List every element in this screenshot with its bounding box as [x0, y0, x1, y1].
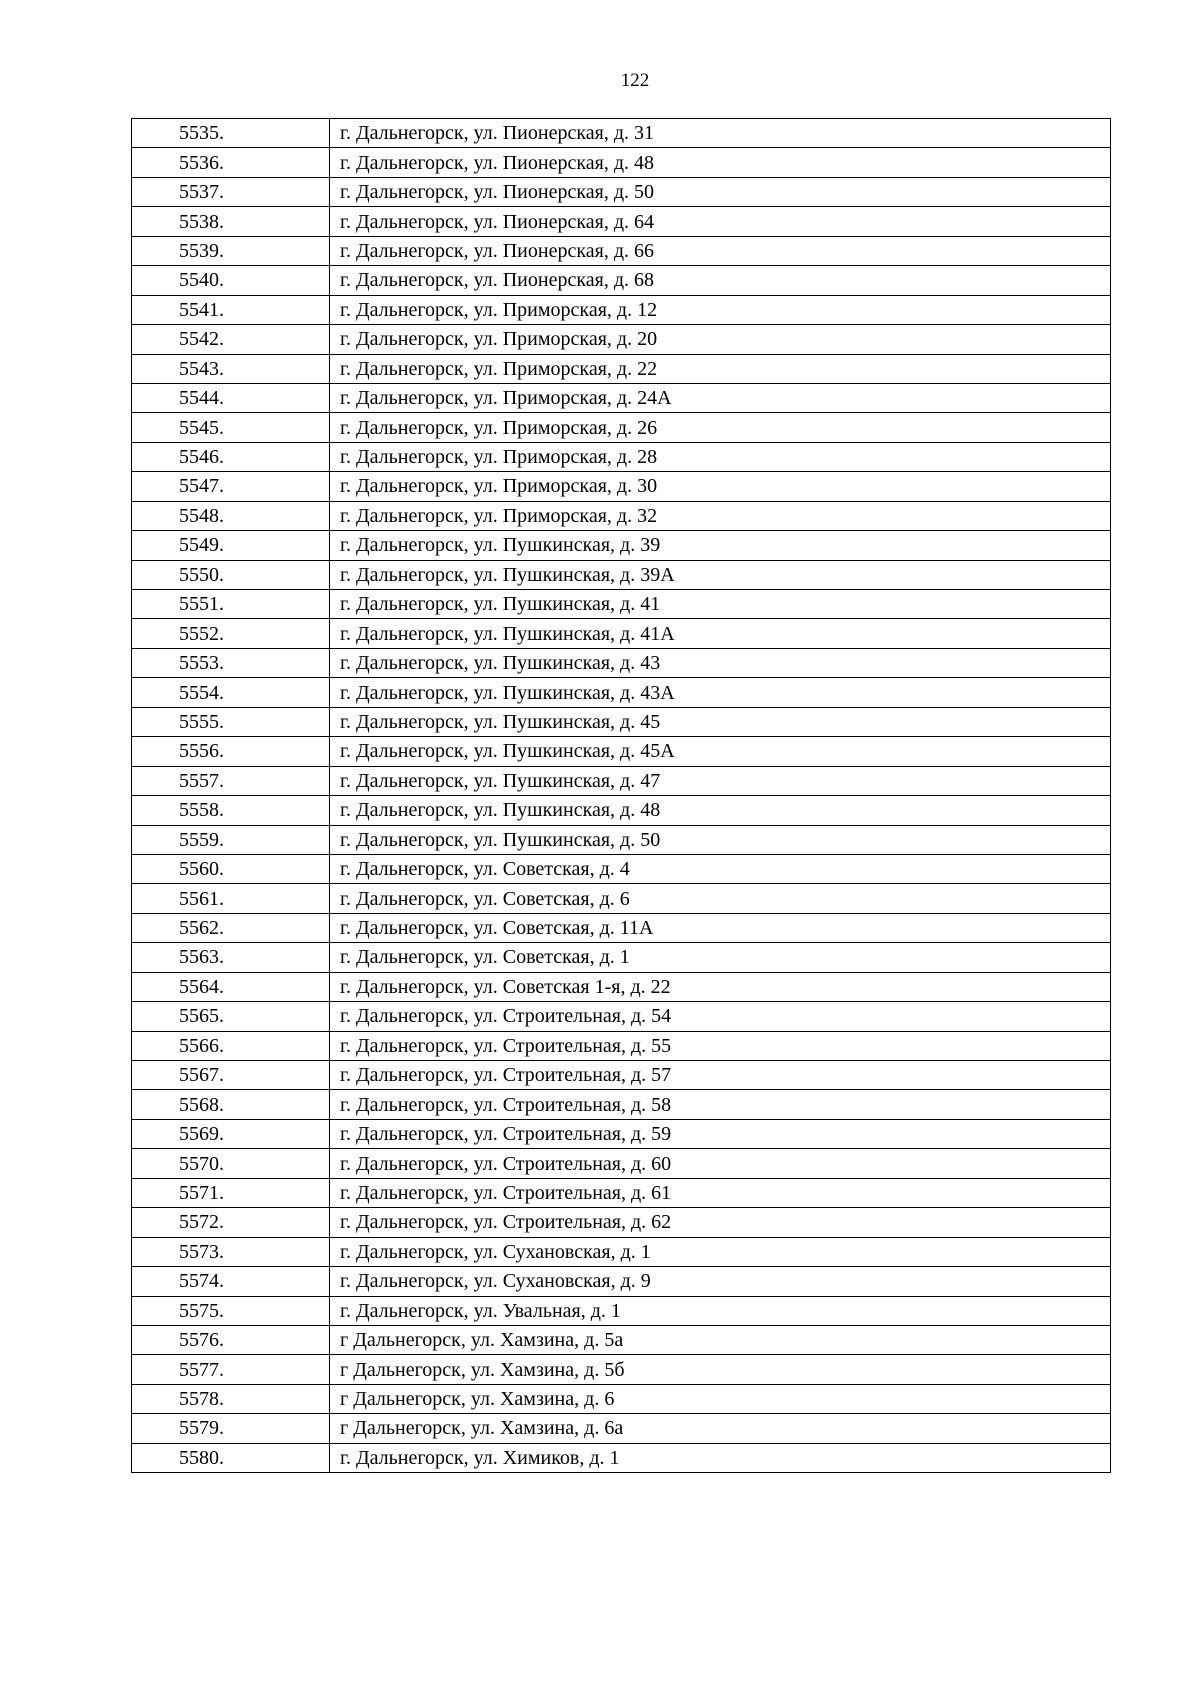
table-row — [132, 1414, 1111, 1443]
address-table-body — [132, 119, 1111, 1473]
table-row — [132, 1002, 1111, 1031]
table-row — [132, 325, 1111, 354]
table-row — [132, 207, 1111, 236]
row-address: г. Дальнегорск, ул. Сухановская, д. 9 — [330, 1267, 1111, 1296]
table-row — [132, 295, 1111, 324]
row-number: 5553. — [132, 648, 330, 677]
row-number: 5554. — [132, 678, 330, 707]
table-row — [132, 1178, 1111, 1207]
row-address: г. Дальнегорск, ул. Строительная, д. 60 — [330, 1149, 1111, 1178]
row-number: 5576. — [132, 1325, 330, 1354]
row-address: г. Дальнегорск, ул. Химиков, д. 1 — [330, 1443, 1111, 1472]
table-row — [132, 442, 1111, 471]
row-number: 5567. — [132, 1061, 330, 1090]
row-number: 5577. — [132, 1355, 330, 1384]
row-number: 5542. — [132, 325, 330, 354]
table-row — [132, 619, 1111, 648]
row-address: г. Дальнегорск, ул. Пушкинская, д. 45 — [330, 707, 1111, 736]
row-number: 5563. — [132, 943, 330, 972]
row-address: г. Дальнегорск, ул. Пушкинская, д. 41 — [330, 590, 1111, 619]
table-row — [132, 119, 1111, 148]
row-address: г. Дальнегорск, ул. Строительная, д. 54 — [330, 1002, 1111, 1031]
table-row — [132, 501, 1111, 530]
row-number: 5574. — [132, 1267, 330, 1296]
row-address: г. Дальнегорск, ул. Пионерская, д. 64 — [330, 207, 1111, 236]
row-address: г. Дальнегорск, ул. Приморская, д. 28 — [330, 442, 1111, 471]
row-address: г. Дальнегорск, ул. Пушкинская, д. 50 — [330, 825, 1111, 854]
row-number: 5544. — [132, 383, 330, 412]
row-number: 5548. — [132, 501, 330, 530]
row-number: 5573. — [132, 1237, 330, 1266]
row-number: 5569. — [132, 1119, 330, 1148]
row-number: 5560. — [132, 854, 330, 883]
row-address: г. Дальнегорск, ул. Строительная, д. 61 — [330, 1178, 1111, 1207]
row-address: г. Дальнегорск, ул. Пушкинская, д. 45А — [330, 737, 1111, 766]
table-row — [132, 1267, 1111, 1296]
row-address: г. Дальнегорск, ул. Пушкинская, д. 43А — [330, 678, 1111, 707]
row-address: г Дальнегорск, ул. Хамзина, д. 5б — [330, 1355, 1111, 1384]
row-number: 5546. — [132, 442, 330, 471]
table-row — [132, 1031, 1111, 1060]
row-address: г. Дальнегорск, ул. Пушкинская, д. 39 — [330, 531, 1111, 560]
table-row — [132, 1208, 1111, 1237]
row-address: г. Дальнегорск, ул. Пионерская, д. 68 — [330, 266, 1111, 295]
table-row — [132, 884, 1111, 913]
table-row — [132, 1237, 1111, 1266]
table-row — [132, 1325, 1111, 1354]
table-row — [132, 148, 1111, 177]
row-number: 5551. — [132, 590, 330, 619]
row-number: 5568. — [132, 1090, 330, 1119]
row-number: 5564. — [132, 972, 330, 1001]
table-row — [132, 972, 1111, 1001]
row-address: г. Дальнегорск, ул. Пионерская, д. 48 — [330, 148, 1111, 177]
row-address: г. Дальнегорск, ул. Пионерская, д. 66 — [330, 236, 1111, 265]
row-number: 5561. — [132, 884, 330, 913]
row-address: г. Дальнегорск, ул. Приморская, д. 20 — [330, 325, 1111, 354]
row-number: 5539. — [132, 236, 330, 265]
row-number: 5540. — [132, 266, 330, 295]
row-number: 5535. — [132, 119, 330, 148]
row-number: 5579. — [132, 1414, 330, 1443]
row-address: г. Дальнегорск, ул. Советская, д. 6 — [330, 884, 1111, 913]
row-number: 5565. — [132, 1002, 330, 1031]
row-address: г. Дальнегорск, ул. Пушкинская, д. 43 — [330, 648, 1111, 677]
row-number: 5556. — [132, 737, 330, 766]
row-number: 5570. — [132, 1149, 330, 1178]
row-address: г. Дальнегорск, ул. Пушкинская, д. 47 — [330, 766, 1111, 795]
row-address: г. Дальнегорск, ул. Пионерская, д. 50 — [330, 177, 1111, 206]
row-address: г. Дальнегорск, ул. Приморская, д. 32 — [330, 501, 1111, 530]
row-address: г. Дальнегорск, ул. Строительная, д. 62 — [330, 1208, 1111, 1237]
table-row — [132, 383, 1111, 412]
row-address: г Дальнегорск, ул. Хамзина, д. 5а — [330, 1325, 1111, 1354]
row-number: 5558. — [132, 796, 330, 825]
row-address: г. Дальнегорск, ул. Пушкинская, д. 48 — [330, 796, 1111, 825]
row-address: г Дальнегорск, ул. Хамзина, д. 6а — [330, 1414, 1111, 1443]
row-address: г Дальнегорск, ул. Хамзина, д. 6 — [330, 1384, 1111, 1413]
row-number: 5536. — [132, 148, 330, 177]
row-number: 5578. — [132, 1384, 330, 1413]
table-row — [132, 1090, 1111, 1119]
table-row — [132, 1296, 1111, 1325]
row-address: г. Дальнегорск, ул. Пушкинская, д. 41А — [330, 619, 1111, 648]
table-row — [132, 913, 1111, 942]
row-address: г. Дальнегорск, ул. Строительная, д. 55 — [330, 1031, 1111, 1060]
table-row — [132, 531, 1111, 560]
row-number: 5550. — [132, 560, 330, 589]
row-address: г. Дальнегорск, ул. Пушкинская, д. 39А — [330, 560, 1111, 589]
row-address: г. Дальнегорск, ул. Приморская, д. 24А — [330, 383, 1111, 412]
row-address: г. Дальнегорск, ул. Советская, д. 4 — [330, 854, 1111, 883]
table-row — [132, 413, 1111, 442]
row-number: 5537. — [132, 177, 330, 206]
table-row — [132, 472, 1111, 501]
table-row — [132, 1355, 1111, 1384]
table-row — [132, 766, 1111, 795]
row-address: г. Дальнегорск, ул. Увальная, д. 1 — [330, 1296, 1111, 1325]
row-address: г. Дальнегорск, ул. Советская, д. 11А — [330, 913, 1111, 942]
row-number: 5545. — [132, 413, 330, 442]
row-number: 5552. — [132, 619, 330, 648]
table-row — [132, 590, 1111, 619]
row-number: 5562. — [132, 913, 330, 942]
table-row — [132, 1443, 1111, 1472]
row-number: 5547. — [132, 472, 330, 501]
row-address: г. Дальнегорск, ул. Приморская, д. 12 — [330, 295, 1111, 324]
table-row — [132, 236, 1111, 265]
table-row — [132, 678, 1111, 707]
row-address: г. Дальнегорск, ул. Приморская, д. 22 — [330, 354, 1111, 383]
row-number: 5580. — [132, 1443, 330, 1472]
row-number: 5543. — [132, 354, 330, 383]
table-row — [132, 266, 1111, 295]
row-address: г. Дальнегорск, ул. Строительная, д. 58 — [330, 1090, 1111, 1119]
table-row — [132, 1384, 1111, 1413]
row-number: 5557. — [132, 766, 330, 795]
address-table — [131, 118, 1111, 1473]
table-row — [132, 354, 1111, 383]
row-number: 5549. — [132, 531, 330, 560]
table-row — [132, 1149, 1111, 1178]
table-row — [132, 737, 1111, 766]
row-address: г. Дальнегорск, ул. Строительная, д. 59 — [330, 1119, 1111, 1148]
row-number: 5559. — [132, 825, 330, 854]
row-number: 5571. — [132, 1178, 330, 1207]
table-row — [132, 796, 1111, 825]
table-row — [132, 560, 1111, 589]
row-number: 5555. — [132, 707, 330, 736]
table-row — [132, 1119, 1111, 1148]
table-row — [132, 825, 1111, 854]
row-address: г. Дальнегорск, ул. Приморская, д. 26 — [330, 413, 1111, 442]
row-number: 5566. — [132, 1031, 330, 1060]
row-address: г. Дальнегорск, ул. Советская, д. 1 — [330, 943, 1111, 972]
table-row — [132, 854, 1111, 883]
row-address: г. Дальнегорск, ул. Сухановская, д. 1 — [330, 1237, 1111, 1266]
row-address: г. Дальнегорск, ул. Приморская, д. 30 — [330, 472, 1111, 501]
row-address: г. Дальнегорск, ул. Пионерская, д. 31 — [330, 119, 1111, 148]
table-row — [132, 707, 1111, 736]
table-row — [132, 943, 1111, 972]
row-number: 5538. — [132, 207, 330, 236]
row-number: 5572. — [132, 1208, 330, 1237]
page-number: 122 — [620, 70, 650, 91]
row-number: 5541. — [132, 295, 330, 324]
table-row — [132, 648, 1111, 677]
table-row — [132, 1061, 1111, 1090]
row-address: г. Дальнегорск, ул. Строительная, д. 57 — [330, 1061, 1111, 1090]
row-address: г. Дальнегорск, ул. Советская 1-я, д. 22 — [330, 972, 1111, 1001]
table-row — [132, 177, 1111, 206]
row-number: 5575. — [132, 1296, 330, 1325]
